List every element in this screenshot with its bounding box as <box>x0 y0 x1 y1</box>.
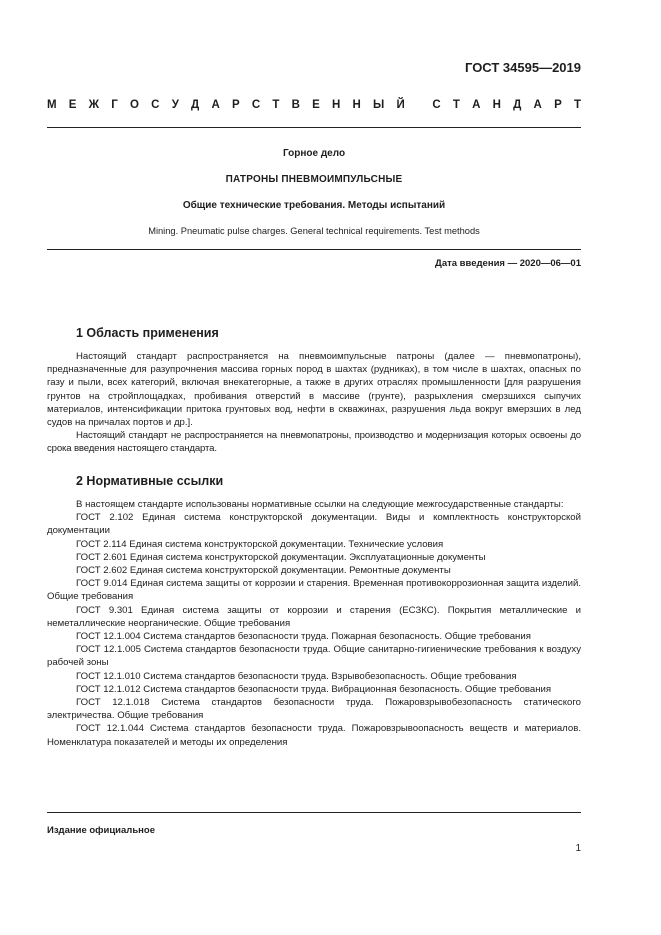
section-1-heading: 1 Область применения <box>76 326 219 340</box>
section-2-paragraph: В настоящем стандарте использованы нормативные ссылки на следующие межгосударственные стандарты: <box>76 499 564 510</box>
reference-item: ГОСТ 12.1.044 Система стандартов безопасности труда. Пожаровзрывоопасность веществ и материалов. Номенклатура показателей и методы их определения <box>47 723 581 748</box>
banner-letter: А <box>211 99 220 111</box>
introduction-date: Дата введения — 2020—06—01 <box>435 258 581 269</box>
section-1-body <box>47 350 581 456</box>
reference-item: ГОСТ 12.1.010 Система стандартов безопасности труда. Взрывобезопасность. Общие требования <box>76 670 517 682</box>
main-title: ПАТРОНЫ ПНЕВМОИМПУЛЬСНЫЕ <box>225 174 403 185</box>
banner-letter: Й <box>396 99 405 111</box>
banner-letter: Ж <box>88 99 100 111</box>
reference-item: ГОСТ 12.1.012 Система стандартов безопасности труда. Вибрационная безопасность. Общие требования <box>76 683 552 695</box>
official-edition-label: Издание официальное <box>47 825 155 836</box>
reference-item: ГОСТ 12.1.018 Система стандартов безопасности труда. Пожаровзрывобезопасность статического электричества. Общие требования <box>47 697 581 722</box>
section-1-paragraph: Настоящий стандарт распространяется на пневмоимпульсные патроны (далее — пневмопатроны), предназначенные для разупрочнения массива горных пород в шахтах (рудниках), в том числе в шахтах, опасных по газу и пыли, всех категорий, включая внекатегорные, а также в других отраслях промышленности [для разрушения грунтов на стройплощадках, пробивания отверстий в массиве (грунте), разрыхления смерзшихся сыпучих материалов, интенсификации притока грунтовых вод, нефти в скважинах, разрушения льда вокруг вмерзших в лед судов на причалах портов и др.]. <box>47 351 581 429</box>
banner-letter: Р <box>231 99 240 111</box>
banner-letter: М <box>47 99 57 111</box>
subtitle: Общие технические требования. Методы испытаний <box>182 200 446 211</box>
footer-rule <box>47 812 581 813</box>
banner-letter: Т <box>573 99 581 111</box>
banner-letter: Н <box>492 99 501 111</box>
banner-letter: Д <box>191 99 200 111</box>
section-1-paragraph: Настоящий стандарт не распространяется на пневмопатроны, производство и модернизация которых освоены до срока введения настоящего стандарта. <box>47 430 581 455</box>
banner-letter: С <box>251 99 261 111</box>
banner-letter: Ы <box>373 99 385 111</box>
banner-letter: Е <box>68 99 77 111</box>
document-code: ГОСТ 34595—2019 <box>465 60 581 75</box>
page-number: 1 <box>575 843 581 854</box>
banner-letter: С <box>151 99 160 111</box>
banner-letter: Т <box>272 99 280 111</box>
reference-item: ГОСТ 12.1.004 Система стандартов безопасности труда. Пожарная безопасность. Общие требования <box>76 631 531 643</box>
banner-letter: Г <box>111 99 118 111</box>
reference-item: ГОСТ 9.014 Единая система защиты от коррозии и старения. Временная противокоррозионная защита изделий. Общие требования <box>47 578 581 603</box>
banner-letter: А <box>472 99 481 111</box>
banner-letter: Т <box>452 99 460 111</box>
reference-item: ГОСТ 2.102 Единая система конструкторской документации. Виды и комплектность конструкторской документации <box>47 512 581 537</box>
banner-letter: Д <box>513 99 522 111</box>
section-2-heading: 2 Нормативные ссылки <box>76 474 224 488</box>
reference-item: ГОСТ 2.601 Единая система конструкторской документации. Эксплуатационные документы <box>76 551 486 563</box>
banner-letter: В <box>291 99 300 111</box>
reference-item: ГОСТ 9.301 Единая система защиты от коррозии и старения (ЕСЗКС). Покрытия металлические и неметаллические неорганические. Общие требования <box>47 604 581 629</box>
banner-letter: Н <box>331 99 341 111</box>
title-rule <box>47 249 581 250</box>
reference-item: ГОСТ 2.114 Единая система конструкторской документации. Технические условия <box>76 538 444 550</box>
banner-letter: С <box>432 99 441 111</box>
banner-letter: Р <box>554 99 562 111</box>
english-title: Mining. Pneumatic pulse charges. General technical requirements. Test methods <box>148 226 480 236</box>
reference-item: ГОСТ 12.1.005 Система стандартов безопасности труда. Общие санитарно-гигиенические требования к воздуху рабочей зоны <box>47 644 581 669</box>
banner-letter <box>417 99 420 111</box>
field-title: Горное дело <box>282 148 346 159</box>
section-2-body <box>47 498 581 749</box>
reference-item: ГОСТ 2.602 Единая система конструкторской документации. Ремонтные документы <box>76 565 451 577</box>
banner-letter: О <box>130 99 139 111</box>
banner-letter: Н <box>352 99 361 111</box>
banner-letter: А <box>533 99 542 111</box>
banner-letter: Е <box>312 99 320 111</box>
banner-letter: У <box>171 99 179 111</box>
header-rule <box>47 127 581 128</box>
standard-type-banner <box>47 99 581 111</box>
